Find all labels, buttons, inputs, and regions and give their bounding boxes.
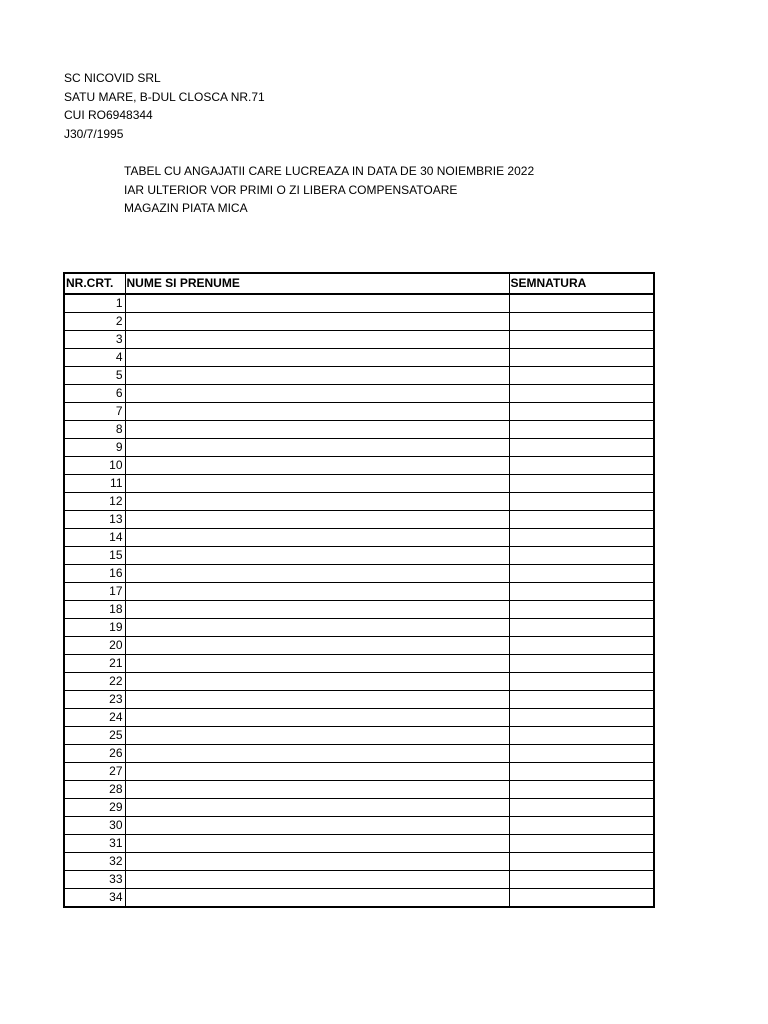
row-number-cell: 22 bbox=[64, 673, 125, 691]
row-number-cell: 18 bbox=[64, 601, 125, 619]
name-cell bbox=[125, 493, 509, 511]
row-number-cell: 26 bbox=[64, 745, 125, 763]
name-cell bbox=[125, 853, 509, 871]
table-row bbox=[64, 331, 654, 349]
company-cui: CUI RO6948344 bbox=[64, 108, 153, 122]
row-number-cell: 32 bbox=[64, 853, 125, 871]
table-row bbox=[64, 367, 654, 385]
signature-cell bbox=[509, 547, 654, 565]
signature-cell bbox=[509, 349, 654, 367]
signature-cell bbox=[509, 691, 654, 709]
name-cell bbox=[125, 529, 509, 547]
table-row bbox=[64, 799, 654, 817]
signature-cell bbox=[509, 511, 654, 529]
table-row bbox=[64, 655, 654, 673]
table-row bbox=[64, 493, 654, 511]
name-cell bbox=[125, 385, 509, 403]
table-row bbox=[64, 889, 654, 908]
name-cell bbox=[125, 349, 509, 367]
signature-cell bbox=[509, 421, 654, 439]
name-cell bbox=[125, 763, 509, 781]
row-number-cell: 8 bbox=[64, 421, 125, 439]
name-cell bbox=[125, 601, 509, 619]
row-number-cell: 23 bbox=[64, 691, 125, 709]
signature-cell bbox=[509, 294, 654, 313]
name-cell bbox=[125, 511, 509, 529]
row-number-cell: 34 bbox=[64, 889, 125, 908]
row-number-cell: 11 bbox=[64, 475, 125, 493]
name-cell bbox=[125, 547, 509, 565]
name-cell bbox=[125, 673, 509, 691]
signature-cell bbox=[509, 781, 654, 799]
company-info bbox=[64, 69, 265, 143]
row-number-cell: 25 bbox=[64, 727, 125, 745]
row-number-cell: 10 bbox=[64, 457, 125, 475]
table-row bbox=[64, 853, 654, 871]
name-cell bbox=[125, 727, 509, 745]
signature-cell bbox=[509, 457, 654, 475]
name-cell bbox=[125, 691, 509, 709]
table-row bbox=[64, 475, 654, 493]
signature-cell bbox=[509, 565, 654, 583]
name-cell bbox=[125, 457, 509, 475]
signature-cell bbox=[509, 403, 654, 421]
table-row bbox=[64, 637, 654, 655]
name-cell bbox=[125, 421, 509, 439]
table-row bbox=[64, 673, 654, 691]
row-number-cell: 30 bbox=[64, 817, 125, 835]
row-number-cell: 6 bbox=[64, 385, 125, 403]
row-number-cell: 2 bbox=[64, 313, 125, 331]
signature-cell bbox=[509, 799, 654, 817]
signature-cell bbox=[509, 763, 654, 781]
table-row bbox=[64, 457, 654, 475]
table-row bbox=[64, 547, 654, 565]
table-row bbox=[64, 439, 654, 457]
signature-cell bbox=[509, 835, 654, 853]
name-cell bbox=[125, 745, 509, 763]
company-address: SATU MARE, B-DUL CLOSCA NR.71 bbox=[64, 89, 265, 104]
name-cell bbox=[125, 403, 509, 421]
column-header-signature: SEMNATURA bbox=[509, 273, 654, 294]
column-header-nr: NR.CRT. bbox=[64, 273, 125, 294]
heading-line-1: TABEL CU ANGAJATII CARE LUCREAZA IN DATA DE 30 NOIEMBRIE 2022 bbox=[124, 164, 535, 178]
signature-cell bbox=[509, 709, 654, 727]
row-number-cell: 14 bbox=[64, 529, 125, 547]
table-row bbox=[64, 565, 654, 583]
table-header-row bbox=[64, 273, 654, 294]
table-row bbox=[64, 709, 654, 727]
row-number-cell: 9 bbox=[64, 439, 125, 457]
name-cell bbox=[125, 817, 509, 835]
table-row bbox=[64, 421, 654, 439]
row-number-cell: 29 bbox=[64, 799, 125, 817]
table-row bbox=[64, 385, 654, 403]
row-number-cell: 20 bbox=[64, 637, 125, 655]
table-row bbox=[64, 349, 654, 367]
signature-cell bbox=[509, 313, 654, 331]
table-row bbox=[64, 511, 654, 529]
name-cell bbox=[125, 655, 509, 673]
row-number-cell: 27 bbox=[64, 763, 125, 781]
name-cell bbox=[125, 637, 509, 655]
name-cell bbox=[125, 313, 509, 331]
signature-cell bbox=[509, 475, 654, 493]
table-row bbox=[64, 781, 654, 799]
name-cell bbox=[125, 294, 509, 313]
row-number-cell: 3 bbox=[64, 331, 125, 349]
table-row bbox=[64, 529, 654, 547]
signature-cell bbox=[509, 889, 654, 908]
name-cell bbox=[125, 799, 509, 817]
heading-line-3: MAGAZIN PIATA MICA bbox=[124, 201, 248, 215]
signature-cell bbox=[509, 439, 654, 457]
table-row bbox=[64, 583, 654, 601]
signature-cell bbox=[509, 619, 654, 637]
signature-cell bbox=[509, 871, 654, 889]
signature-cell bbox=[509, 637, 654, 655]
table-body bbox=[64, 294, 654, 907]
signature-cell bbox=[509, 583, 654, 601]
table-row bbox=[64, 817, 654, 835]
company-name: SC NICOVID SRL bbox=[64, 71, 161, 85]
table-row bbox=[64, 403, 654, 421]
name-cell bbox=[125, 331, 509, 349]
row-number-cell: 17 bbox=[64, 583, 125, 601]
table-row bbox=[64, 763, 654, 781]
signature-cell bbox=[509, 385, 654, 403]
signature-cell bbox=[509, 601, 654, 619]
row-number-cell: 12 bbox=[64, 493, 125, 511]
table-row bbox=[64, 294, 654, 313]
row-number-cell: 15 bbox=[64, 547, 125, 565]
column-header-name: NUME SI PRENUME bbox=[125, 273, 509, 294]
row-number-cell: 5 bbox=[64, 367, 125, 385]
signature-cell bbox=[509, 529, 654, 547]
row-number-cell: 16 bbox=[64, 565, 125, 583]
table-row bbox=[64, 601, 654, 619]
name-cell bbox=[125, 619, 509, 637]
name-cell bbox=[125, 475, 509, 493]
signature-cell bbox=[509, 673, 654, 691]
name-cell bbox=[125, 439, 509, 457]
table-row bbox=[64, 727, 654, 745]
row-number-cell: 24 bbox=[64, 709, 125, 727]
signature-cell bbox=[509, 493, 654, 511]
name-cell bbox=[125, 871, 509, 889]
document-heading bbox=[124, 162, 534, 218]
row-number-cell: 28 bbox=[64, 781, 125, 799]
row-number-cell: 31 bbox=[64, 835, 125, 853]
table-row bbox=[64, 619, 654, 637]
name-cell bbox=[125, 709, 509, 727]
row-number-cell: 21 bbox=[64, 655, 125, 673]
row-number-cell: 7 bbox=[64, 403, 125, 421]
name-cell bbox=[125, 367, 509, 385]
employee-table bbox=[63, 272, 655, 908]
company-registration: J30/7/1995 bbox=[64, 126, 124, 141]
heading-line-2: IAR ULTERIOR VOR PRIMI O ZI LIBERA COMPENSATOARE bbox=[124, 182, 458, 197]
name-cell bbox=[125, 835, 509, 853]
table-row bbox=[64, 871, 654, 889]
signature-cell bbox=[509, 817, 654, 835]
signature-cell bbox=[509, 331, 654, 349]
table-row bbox=[64, 313, 654, 331]
row-number-cell: 13 bbox=[64, 511, 125, 529]
signature-cell bbox=[509, 853, 654, 871]
table-row bbox=[64, 691, 654, 709]
row-number-cell: 4 bbox=[64, 349, 125, 367]
signature-cell bbox=[509, 745, 654, 763]
name-cell bbox=[125, 781, 509, 799]
name-cell bbox=[125, 565, 509, 583]
row-number-cell: 19 bbox=[64, 619, 125, 637]
name-cell bbox=[125, 583, 509, 601]
name-cell bbox=[125, 889, 509, 908]
table-row bbox=[64, 835, 654, 853]
signature-cell bbox=[509, 727, 654, 745]
signature-cell bbox=[509, 367, 654, 385]
signature-cell bbox=[509, 655, 654, 673]
table-row bbox=[64, 745, 654, 763]
row-number-cell: 33 bbox=[64, 871, 125, 889]
row-number-cell: 1 bbox=[64, 294, 125, 313]
